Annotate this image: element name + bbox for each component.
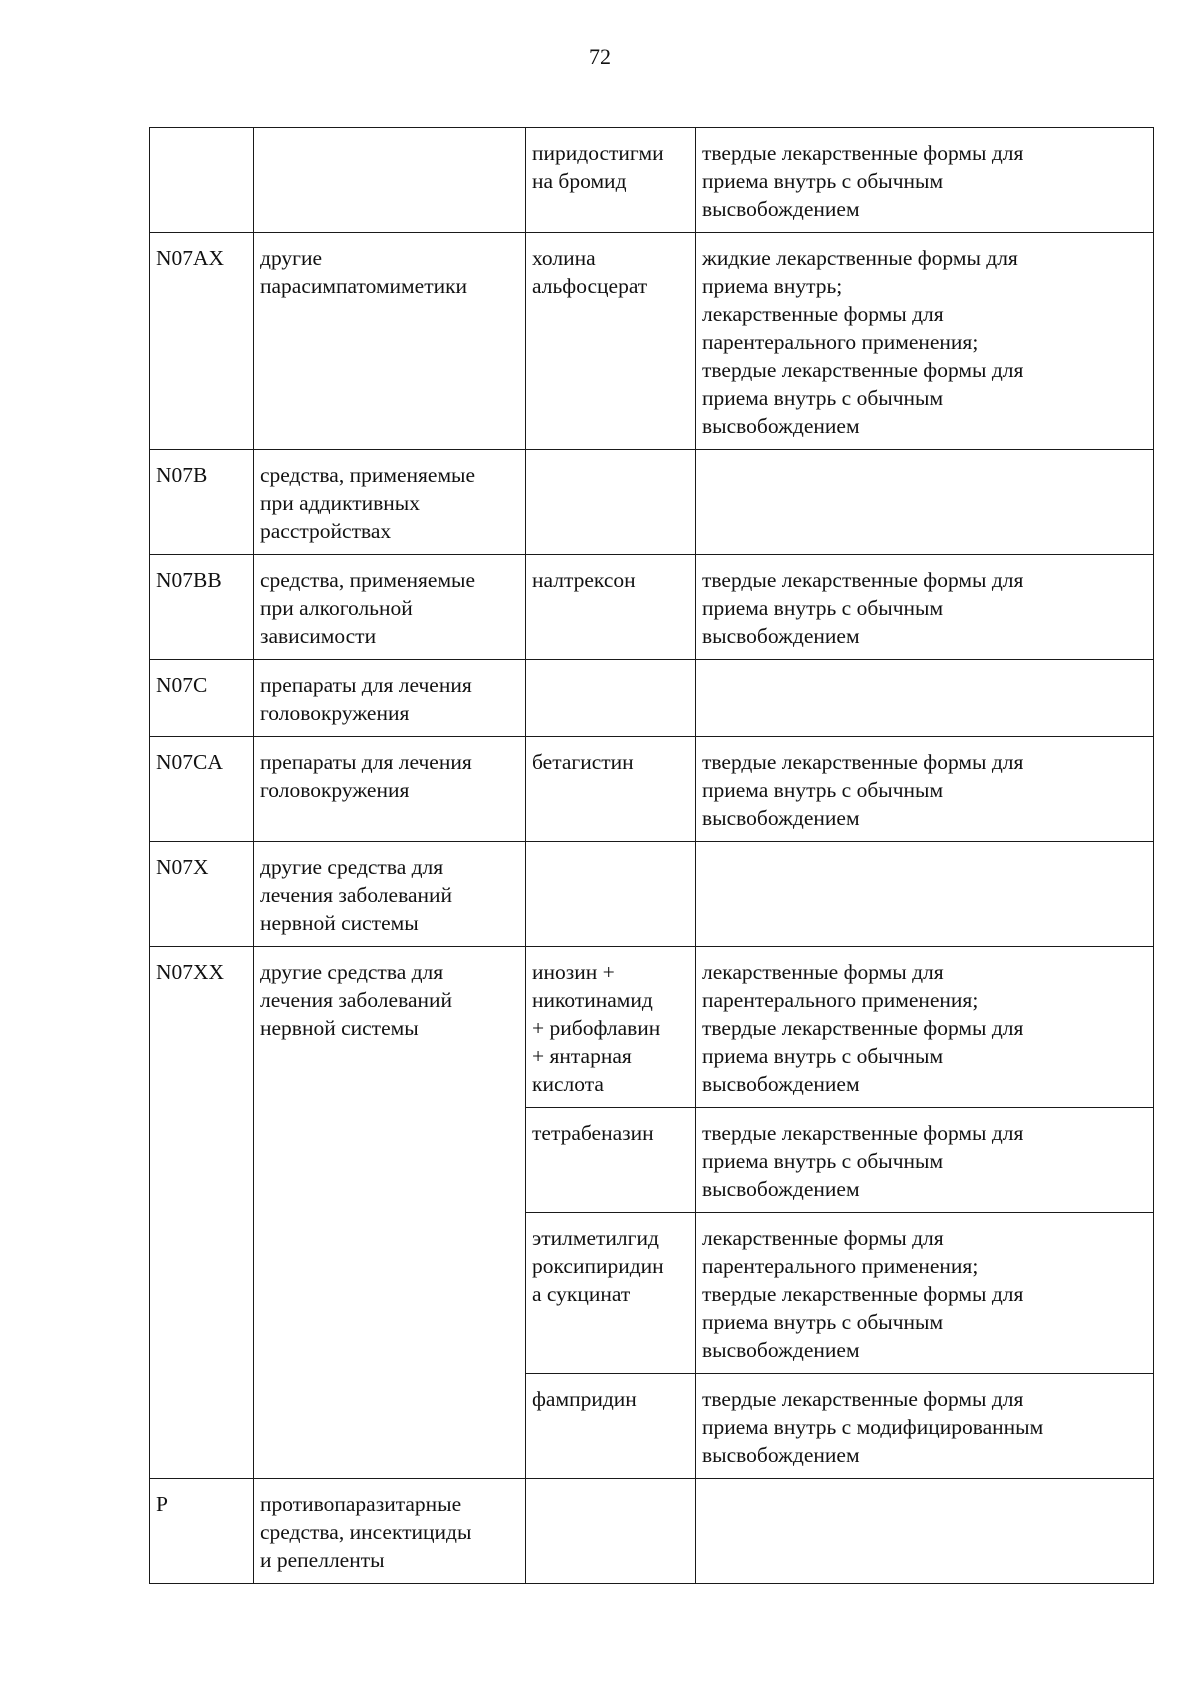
drug-name-cell [526,233,696,450]
anatomical-group-cell [254,555,526,660]
anatomical-group-cell [254,1479,526,1584]
atc-code-cell: N07XX [150,947,254,1479]
atc-code-cell: N07B [150,450,254,555]
drug-name-cell [526,128,696,233]
dosage-form-line: твердые лекарственные формы для [702,1121,1024,1145]
dosage-form-cell [696,660,1154,737]
dosage-form-line: высвобождением [702,197,860,221]
table-row [150,450,1154,555]
anatomical-group-cell [254,737,526,842]
dosage-form-line: приема внутрь с обычным [702,1310,944,1334]
dosage-form-line: твердые лекарственные формы для [702,1282,1024,1306]
dosage-form-cell [696,1479,1154,1584]
group-text-line: лечения заболеваний [260,988,453,1012]
drug-name-line: этилметилгид [532,1226,659,1250]
dosage-form-line: твердые лекарственные формы для [702,141,1024,165]
group-text-line: расстройствах [260,519,392,543]
dosage-form-cell [696,1213,1154,1374]
dosage-form-line: приема внутрь с обычным [702,386,944,410]
dosage-form-cell [696,1108,1154,1213]
drug-name-line: а сукцинат [532,1282,631,1306]
drug-name-line: налтрексон [532,568,636,592]
atc-code-cell: N07C [150,660,254,737]
medication-table [149,127,1154,1584]
dosage-form-line: лекарственные формы для [702,302,944,326]
drug-name-cell [526,660,696,737]
dosage-form-line: приема внутрь с обычным [702,169,944,193]
dosage-form-line: высвобождением [702,806,860,830]
dosage-form-cell [696,128,1154,233]
drug-name-cell [526,1479,696,1584]
dosage-form-line: высвобождением [702,1177,860,1201]
atc-code-cell: N07BB [150,555,254,660]
anatomical-group-cell [254,947,526,1479]
drug-name-cell [526,947,696,1108]
drug-name-line: + янтарная [532,1044,632,1068]
dosage-form-line: парентерального применения; [702,1254,979,1278]
dosage-form-cell [696,947,1154,1108]
dosage-form-cell [696,233,1154,450]
dosage-form-line: парентерального применения; [702,330,979,354]
dosage-form-line: приема внутрь с обычным [702,778,944,802]
dosage-form-line: приема внутрь с обычным [702,1044,944,1068]
atc-code-cell: N07X [150,842,254,947]
dosage-form-line: твердые лекарственные формы для [702,568,1024,592]
drug-name-line: фампридин [532,1387,637,1411]
dosage-form-cell [696,555,1154,660]
group-text-line: головокружения [260,778,410,802]
drug-name-line: + рибофлавин [532,1016,661,1040]
dosage-form-line: высвобождением [702,1072,860,1096]
drug-name-line: роксипиридин [532,1254,664,1278]
group-text-line: при аддиктивных [260,491,420,515]
group-text-line: препараты для лечения [260,750,472,774]
dosage-form-line: твердые лекарственные формы для [702,1387,1024,1411]
drug-name-cell [526,1108,696,1213]
atc-code-cell: N07AX [150,233,254,450]
dosage-form-line: приема внутрь с модифицированным [702,1415,1044,1439]
drug-name-cell [526,1213,696,1374]
dosage-form-line: жидкие лекарственные формы для [702,246,1018,270]
table-row [150,947,1154,1108]
drug-name-line: пиридостигми [532,141,664,165]
drug-name-line: альфосцерат [532,274,648,298]
group-text-line: средства, инсектициды [260,1520,472,1544]
group-text-line: при алкогольной [260,596,413,620]
group-text-line: другие средства для [260,855,444,879]
drug-name-cell [526,737,696,842]
anatomical-group-cell [254,842,526,947]
group-text-line: противопаразитарные [260,1492,462,1516]
dosage-form-line: высвобождением [702,1338,860,1362]
drug-name-line: тетрабеназин [532,1121,654,1145]
dosage-form-line: приема внутрь с обычным [702,1149,944,1173]
table-row [150,737,1154,842]
dosage-form-cell [696,1374,1154,1479]
drug-name-line: никотинамид [532,988,653,1012]
table-row [150,128,1154,233]
drug-name-line: бетагистин [532,750,634,774]
drug-name-cell [526,450,696,555]
drug-name-line: на бромид [532,169,627,193]
atc-code-cell: N07CA [150,737,254,842]
group-text-line: зависимости [260,624,377,648]
dosage-form-line: приема внутрь с обычным [702,596,944,620]
dosage-form-line: лекарственные формы для [702,1226,944,1250]
anatomical-group-cell [254,660,526,737]
group-text-line: другие средства для [260,960,444,984]
dosage-form-line: твердые лекарственные формы для [702,1016,1024,1040]
table-row [150,660,1154,737]
atc-code-cell [150,128,254,233]
group-text-line: средства, применяемые [260,463,476,487]
medication-table-body [150,128,1154,1584]
anatomical-group-cell [254,233,526,450]
drug-name-line: инозин + [532,960,615,984]
drug-name-line: кислота [532,1072,604,1096]
group-text-line: лечения заболеваний [260,883,453,907]
dosage-form-cell [696,842,1154,947]
group-text-line: препараты для лечения [260,673,472,697]
group-text-line: средства, применяемые [260,568,476,592]
dosage-form-line: парентерального применения; [702,988,979,1012]
page-number: 72 [589,44,611,69]
drug-name-line: холина [532,246,596,270]
dosage-form-line: лекарственные формы для [702,960,944,984]
drug-name-cell [526,555,696,660]
dosage-form-line: высвобождением [702,414,860,438]
table-row [150,842,1154,947]
table-row [150,1479,1154,1584]
anatomical-group-cell [254,128,526,233]
group-text-line: нервной системы [260,911,419,935]
group-text-line: головокружения [260,701,410,725]
drug-name-cell [526,842,696,947]
group-text-line: другие [260,246,323,270]
drug-name-cell [526,1374,696,1479]
table-row [150,555,1154,660]
dosage-form-line: высвобождением [702,624,860,648]
dosage-form-cell [696,450,1154,555]
group-text-line: и репелленты [260,1548,385,1572]
anatomical-group-cell [254,450,526,555]
dosage-form-line: твердые лекарственные формы для [702,750,1024,774]
group-text-line: парасимпатомиметики [260,274,468,298]
dosage-form-line: твердые лекарственные формы для [702,358,1024,382]
dosage-form-cell [696,737,1154,842]
atc-code-cell: P [150,1479,254,1584]
table-row [150,233,1154,450]
dosage-form-line: приема внутрь; [702,274,843,298]
dosage-form-line: высвобождением [702,1443,860,1467]
group-text-line: нервной системы [260,1016,419,1040]
